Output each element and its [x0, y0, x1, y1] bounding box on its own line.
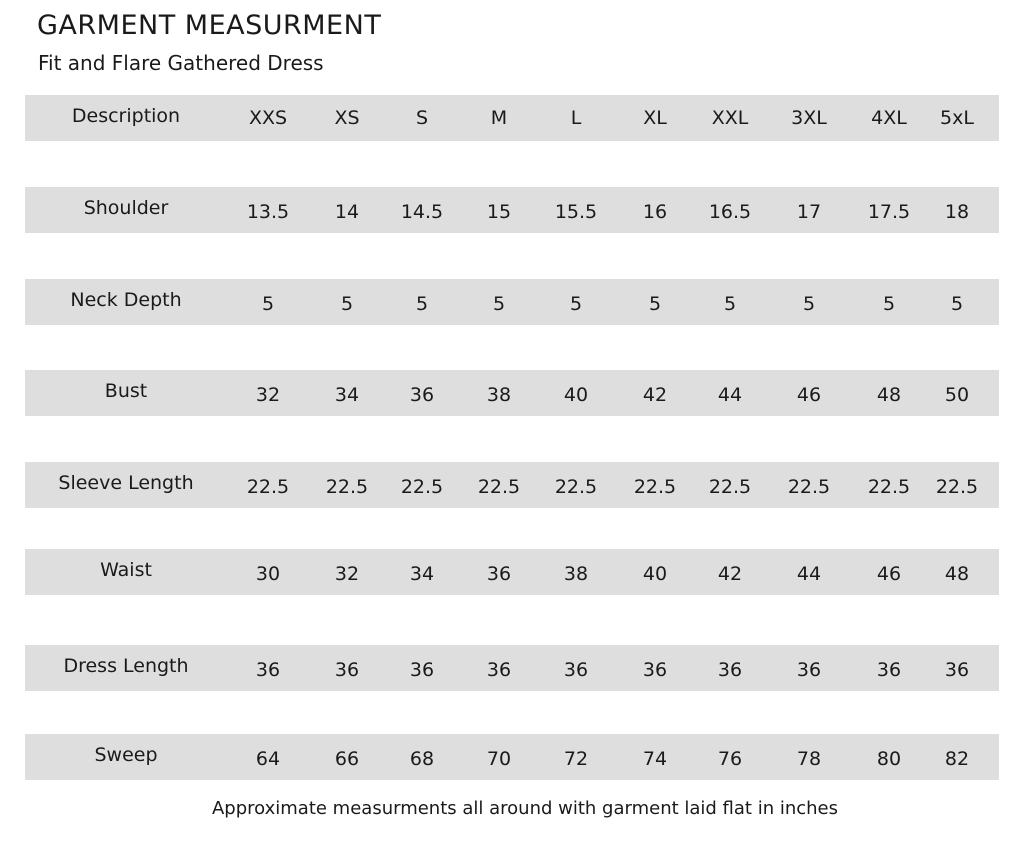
- table-cell: 22.5: [554, 476, 598, 498]
- table-row: [25, 549, 999, 595]
- table-cell: 42: [717, 563, 743, 585]
- column-header-size: S: [415, 107, 429, 129]
- table-cell: 38: [486, 384, 512, 406]
- column-header-size: 3XL: [791, 107, 827, 129]
- table-cell: 36: [334, 659, 360, 681]
- table-cell: 66: [334, 748, 360, 770]
- table-cell: 5: [882, 293, 896, 315]
- table-cell: 22.5: [787, 476, 831, 498]
- table-cell: 36: [486, 563, 512, 585]
- table-cell: 5: [340, 293, 354, 315]
- row-label: Neck Depth: [70, 289, 182, 311]
- column-header-size: 4XL: [871, 107, 907, 129]
- table-cell: 5: [723, 293, 737, 315]
- table-cell: 17.5: [867, 201, 911, 223]
- table-cell: 36: [796, 659, 822, 681]
- table-cell: 36: [409, 659, 435, 681]
- table-cell: 32: [334, 563, 360, 585]
- table-cell: 22.5: [867, 476, 911, 498]
- table-row: [25, 734, 999, 780]
- column-header-size: XL: [643, 107, 667, 129]
- column-header-description: Description: [71, 105, 181, 127]
- table-cell: 80: [876, 748, 902, 770]
- table-cell: 16: [642, 201, 668, 223]
- table-cell: 64: [255, 748, 281, 770]
- table-cell: 36: [255, 659, 281, 681]
- row-label: Bust: [104, 380, 148, 402]
- page-title: GARMENT MEASURMENT: [37, 10, 382, 41]
- table-cell: 40: [563, 384, 589, 406]
- table-cell: 5: [802, 293, 816, 315]
- table-cell: 36: [486, 659, 512, 681]
- table-cell: 22.5: [633, 476, 677, 498]
- row-label: Waist: [100, 559, 152, 581]
- table-cell: 30: [255, 563, 281, 585]
- row-label: Shoulder: [83, 197, 169, 219]
- table-cell: 36: [642, 659, 668, 681]
- table-cell: 22.5: [708, 476, 752, 498]
- table-cell: 5: [415, 293, 429, 315]
- table-cell: 22.5: [246, 476, 290, 498]
- table-cell: 40: [642, 563, 668, 585]
- column-header-size: XS: [334, 107, 360, 129]
- row-label: Dress Length: [63, 655, 189, 677]
- table-cell: 70: [486, 748, 512, 770]
- table-cell: 78: [796, 748, 822, 770]
- table-row: [25, 279, 999, 325]
- column-header-size: 5xL: [940, 107, 974, 129]
- table-cell: 76: [717, 748, 743, 770]
- table-cell: 34: [409, 563, 435, 585]
- table-cell: 74: [642, 748, 668, 770]
- table-cell: 38: [563, 563, 589, 585]
- table-cell: 17: [796, 201, 822, 223]
- table-cell: 36: [409, 384, 435, 406]
- table-row: [25, 645, 999, 691]
- table-cell: 5: [492, 293, 506, 315]
- row-label: Sleeve Length: [58, 472, 194, 494]
- table-cell: 22.5: [325, 476, 369, 498]
- table-cell: 13.5: [246, 201, 290, 223]
- page-subtitle: Fit and Flare Gathered Dress: [38, 51, 324, 75]
- table-cell: 34: [334, 384, 360, 406]
- table-cell: 36: [563, 659, 589, 681]
- table-cell: 36: [717, 659, 743, 681]
- table-cell: 15: [486, 201, 512, 223]
- table-cell: 44: [796, 563, 822, 585]
- column-header-size: M: [490, 107, 508, 129]
- footnote: Approximate measurments all around with garment laid flat in inches: [211, 798, 839, 819]
- table-cell: 14.5: [400, 201, 444, 223]
- table-cell: 5: [569, 293, 583, 315]
- table-cell: 42: [642, 384, 668, 406]
- table-cell: 22.5: [400, 476, 444, 498]
- column-header-size: XXS: [248, 107, 288, 129]
- column-header-size: L: [570, 107, 582, 129]
- table-cell: 16.5: [708, 201, 752, 223]
- table-cell: 82: [944, 748, 970, 770]
- table-cell: 32: [255, 384, 281, 406]
- table-cell: 48: [944, 563, 970, 585]
- table-row: [25, 462, 999, 508]
- table-cell: 5: [261, 293, 275, 315]
- table-cell: 68: [409, 748, 435, 770]
- table-cell: 46: [876, 563, 902, 585]
- table-cell: 22.5: [477, 476, 521, 498]
- table-row: [25, 370, 999, 416]
- table-cell: 5: [950, 293, 964, 315]
- row-label: Sweep: [94, 744, 158, 766]
- table-cell: 36: [944, 659, 970, 681]
- table-row: [25, 187, 999, 233]
- table-cell: 22.5: [935, 476, 979, 498]
- table-cell: 50: [944, 384, 970, 406]
- table-cell: 5: [648, 293, 662, 315]
- table-cell: 15.5: [554, 201, 598, 223]
- table-cell: 44: [717, 384, 743, 406]
- table-cell: 46: [796, 384, 822, 406]
- table-cell: 14: [334, 201, 360, 223]
- table-cell: 36: [876, 659, 902, 681]
- table-cell: 18: [944, 201, 970, 223]
- table-cell: 48: [876, 384, 902, 406]
- table-cell: 72: [563, 748, 589, 770]
- table-header-row: [25, 95, 999, 141]
- column-header-size: XXL: [711, 107, 749, 129]
